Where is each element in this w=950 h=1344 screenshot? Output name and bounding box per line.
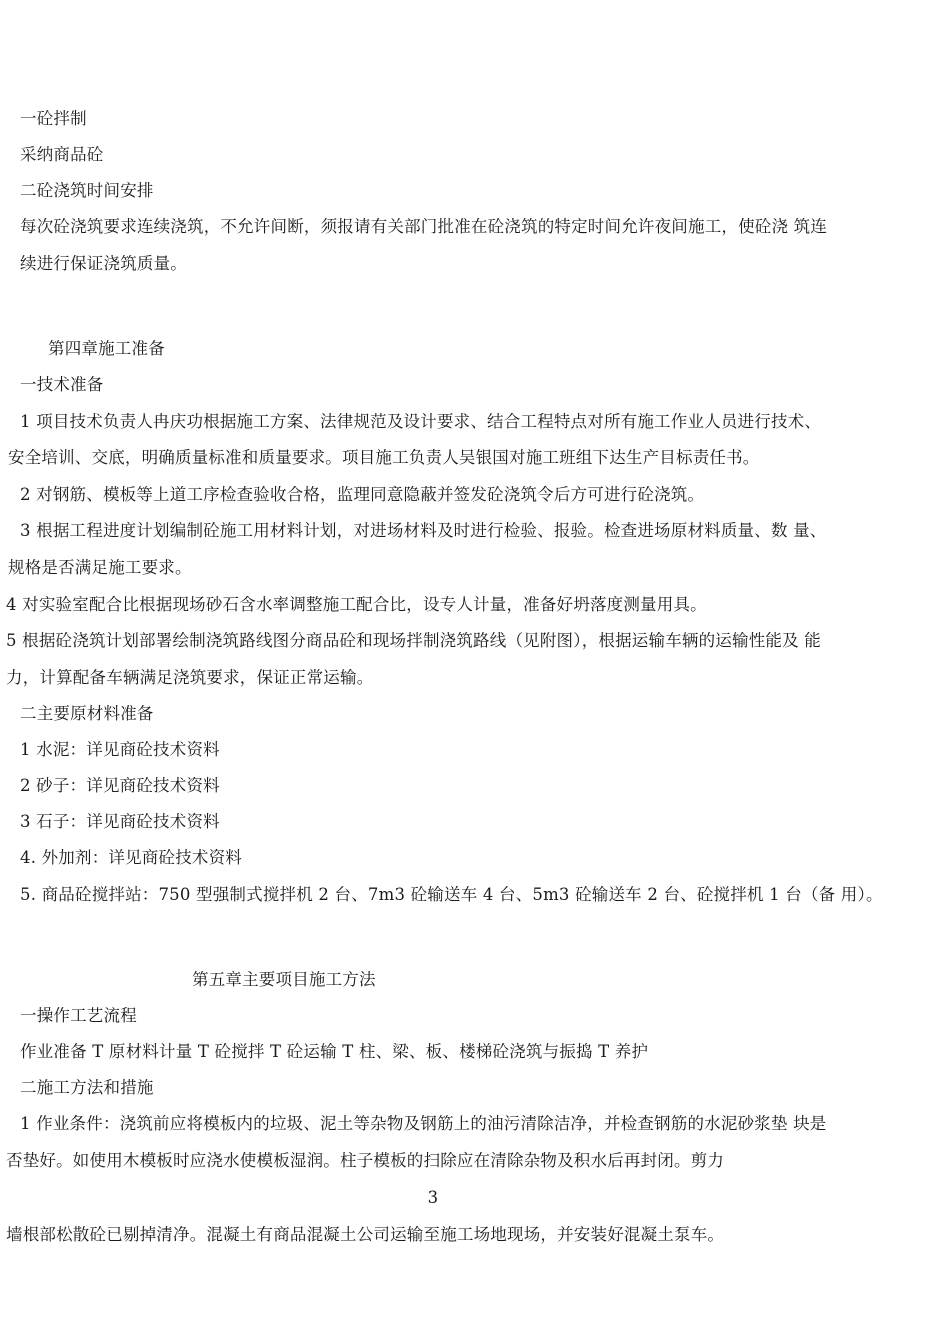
heading-process-flow: 一操作工艺流程 [20, 1006, 137, 1025]
heading-technical-preparation: 一技术准备 [20, 375, 104, 394]
paragraph-line: 每次砼浇筑要求连续浇筑，不允许间断，须报请有关部门批准在砼浇筑的特定时间允许夜间施工，使砼浇 筑连 [20, 217, 828, 236]
heading-methods-measures: 二施工方法和措施 [20, 1078, 154, 1097]
list-item: 1 水泥：详见商砼技术资料 [20, 740, 220, 759]
paragraph-line: 4 对实验室配合比根据现场砂石含水率调整施工配合比，设专人计量，准备好坍落度测量用具。 [6, 595, 707, 614]
paragraph-line: 规格是否满足施工要求。 [8, 558, 192, 577]
paragraph-line: 墙根部松散砼已剔掉清净。混凝土有商品混凝土公司运输至施工场地现场，并安装好混凝土泵车。 [6, 1225, 725, 1244]
list-item: 3 石子：详见商砼技术资料 [20, 812, 220, 831]
paragraph-line: 5 根据砼浇筑计划部署绘制浇筑路线图分商品砼和现场拌制浇筑路线（见附图），根据运输车辆的运输性能及 能 [6, 631, 821, 650]
paragraph-line: 作业准备 T 原材料计量 T 砼搅拌 T 砼运输 T 柱、梁、板、楼梯砼浇筑与振捣 T 养护 [20, 1042, 649, 1061]
heading-concrete-mixing: 一砼拌制 [20, 109, 87, 128]
paragraph-line: 2 对钢筋、模板等上道工序检查验收合格，监理同意隐蔽并签发砼浇筑令后方可进行砼浇筑。 [20, 485, 705, 504]
list-item: 5. 商品砼搅拌站：750 型强制式搅拌机 2 台、7m3 砼输送车 4 台、5m3 砼输送车 2 台、砼搅拌机 1 台（备 用）。 [20, 885, 883, 904]
paragraph-line: 1 作业条件：浇筑前应将模板内的垃圾、泥土等杂物及钢筋上的油污清除洁净，并检查钢筋的水泥砂浆垫 块是 [20, 1114, 827, 1133]
text-commercial-concrete: 采纳商品砼 [20, 145, 104, 164]
paragraph-line: 3 根据工程进度计划编制砼施工用材料计划，对进场材料及时进行检验、报验。检查进场原材料质量、数 量、 [20, 521, 827, 540]
list-item: 2 砂子：详见商砼技术资料 [20, 776, 220, 795]
paragraph-line: 1 项目技术负责人冉庆功根据施工方案、法律规范及设计要求、结合工程特点对所有施工作业人员进行技术、 [20, 412, 822, 431]
heading-pouring-schedule: 二砼浇筑时间安排 [20, 181, 154, 200]
page-number: 3 [427, 1188, 439, 1207]
list-item: 4. 外加剂：详见商砼技术资料 [20, 848, 242, 867]
chapter-title-5: 第五章主要项目施工方法 [192, 970, 376, 989]
paragraph-line: 力，计算配备车辆满足浇筑要求，保证正常运输。 [6, 668, 374, 687]
paragraph-line: 否垫好。如使用木模板时应浇水使模板湿润。柱子模板的扫除应在清除杂物及积水后再封闭。剪力 [6, 1151, 725, 1170]
chapter-title-4: 第四章施工准备 [48, 339, 165, 358]
paragraph-line: 续进行保证浇筑质量。 [20, 254, 187, 273]
heading-raw-materials: 二主要原材料准备 [20, 704, 154, 723]
paragraph-line: 安全培训、交底，明确质量标准和质量要求。项目施工负责人吴银国对施工班组下达生产目标责任书。 [8, 448, 760, 467]
